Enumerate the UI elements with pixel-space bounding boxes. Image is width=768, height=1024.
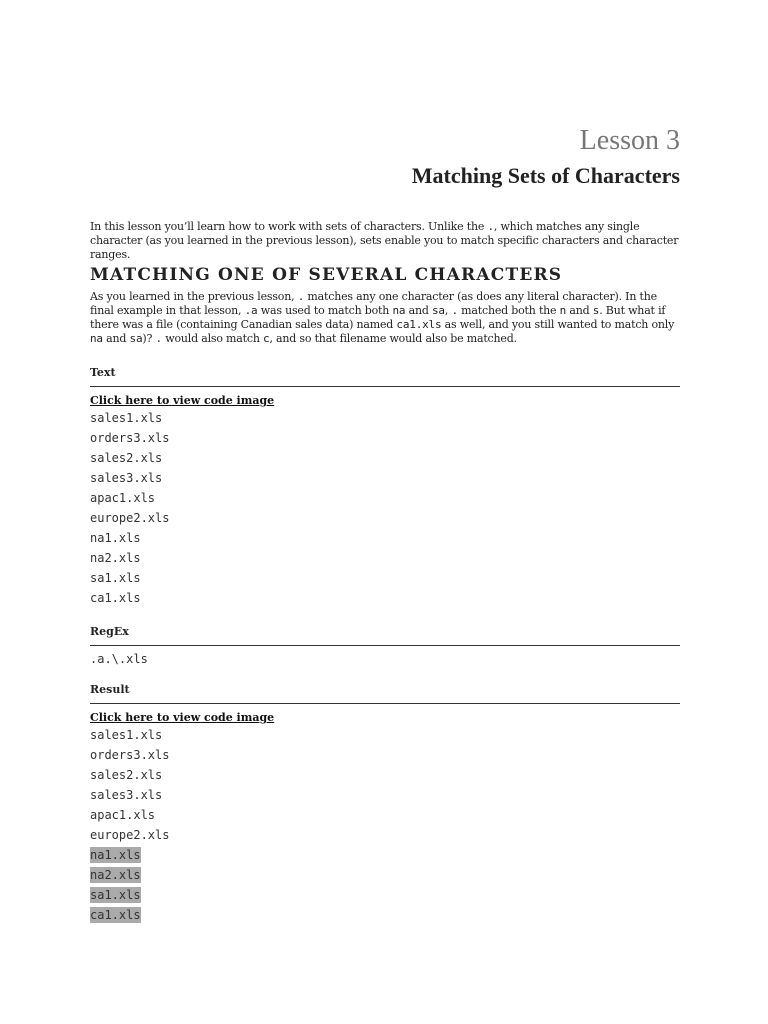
text-label: Text (90, 366, 116, 379)
view-code-image-link[interactable]: Click here to view code image (90, 394, 275, 407)
code-line (90, 725, 680, 745)
intro-paragraph: In this lesson you’ll learn how to work with sets of characters. Unlike the ., which matches any single character (as you learned in the previous lesson), sets enable you to match specific characters and character ranges. (90, 220, 679, 261)
section-paragraph: As you learned in the previous lesson, . matches any one character (as does any literal character). In the final example in that lesson, .a was used to match both na and sa, . matched both the n and s. But what if there was a file (containing Canadian sales data) named ca1.xls as well, and you still wanted to match only na and sa)? . would also match c, and so that filename would also be matched. (90, 290, 675, 345)
matched-text: na1.xls (90, 848, 141, 862)
code-line (90, 428, 680, 448)
divider (90, 703, 680, 704)
code-line (90, 865, 680, 885)
regex-label: RegEx (90, 625, 129, 638)
code-line (90, 905, 680, 925)
code-text: orders3.xls (90, 748, 170, 762)
result-code-lines (90, 725, 680, 925)
code-line (90, 508, 680, 528)
regex-block (90, 625, 680, 669)
code-text: na2.xls (90, 551, 141, 565)
result-block (90, 683, 680, 925)
divider (90, 645, 680, 646)
code-text: sales3.xls (90, 788, 163, 802)
code-text: orders3.xls (90, 431, 170, 445)
lesson-number: Lesson 3 (579, 125, 680, 156)
code-text: europe2.xls (90, 511, 170, 525)
code-text: na1.xls (90, 531, 141, 545)
code-line (90, 885, 680, 905)
code-text: sales2.xls (90, 768, 163, 782)
code-line (90, 568, 680, 588)
code-line (90, 488, 680, 508)
code-text: sales1.xls (90, 411, 163, 425)
matched-text: sa1.xls (90, 888, 141, 902)
code-line (90, 745, 680, 765)
code-line (90, 528, 680, 548)
code-line (90, 845, 680, 865)
code-text: apac1.xls (90, 491, 156, 505)
code-text: sales2.xls (90, 451, 163, 465)
result-label: Result (90, 683, 130, 696)
code-text: sa1.xls (90, 571, 141, 585)
regex-pattern: .a.\.xls (90, 652, 148, 666)
text-block (90, 366, 680, 608)
code-text: sales1.xls (90, 728, 163, 742)
code-line (90, 825, 680, 845)
matched-text: ca1.xls (90, 908, 141, 922)
code-line (90, 765, 680, 785)
code-text: apac1.xls (90, 808, 156, 822)
code-line (90, 448, 680, 468)
divider (90, 386, 680, 387)
code-line (90, 805, 680, 825)
code-line (90, 785, 680, 805)
lesson-title: Matching Sets of Characters (411, 163, 680, 188)
code-text: europe2.xls (90, 828, 170, 842)
code-line (90, 408, 680, 428)
code-text: sales3.xls (90, 471, 163, 485)
code-line (90, 548, 680, 568)
section-heading: MATCHING ONE OF SEVERAL CHARACTERS (90, 265, 563, 285)
view-code-image-link[interactable]: Click here to view code image (90, 711, 275, 724)
code-line (90, 468, 680, 488)
matched-text: na2.xls (90, 868, 141, 882)
code-text: ca1.xls (90, 591, 141, 605)
text-code-lines (90, 408, 680, 608)
code-line (90, 588, 680, 608)
